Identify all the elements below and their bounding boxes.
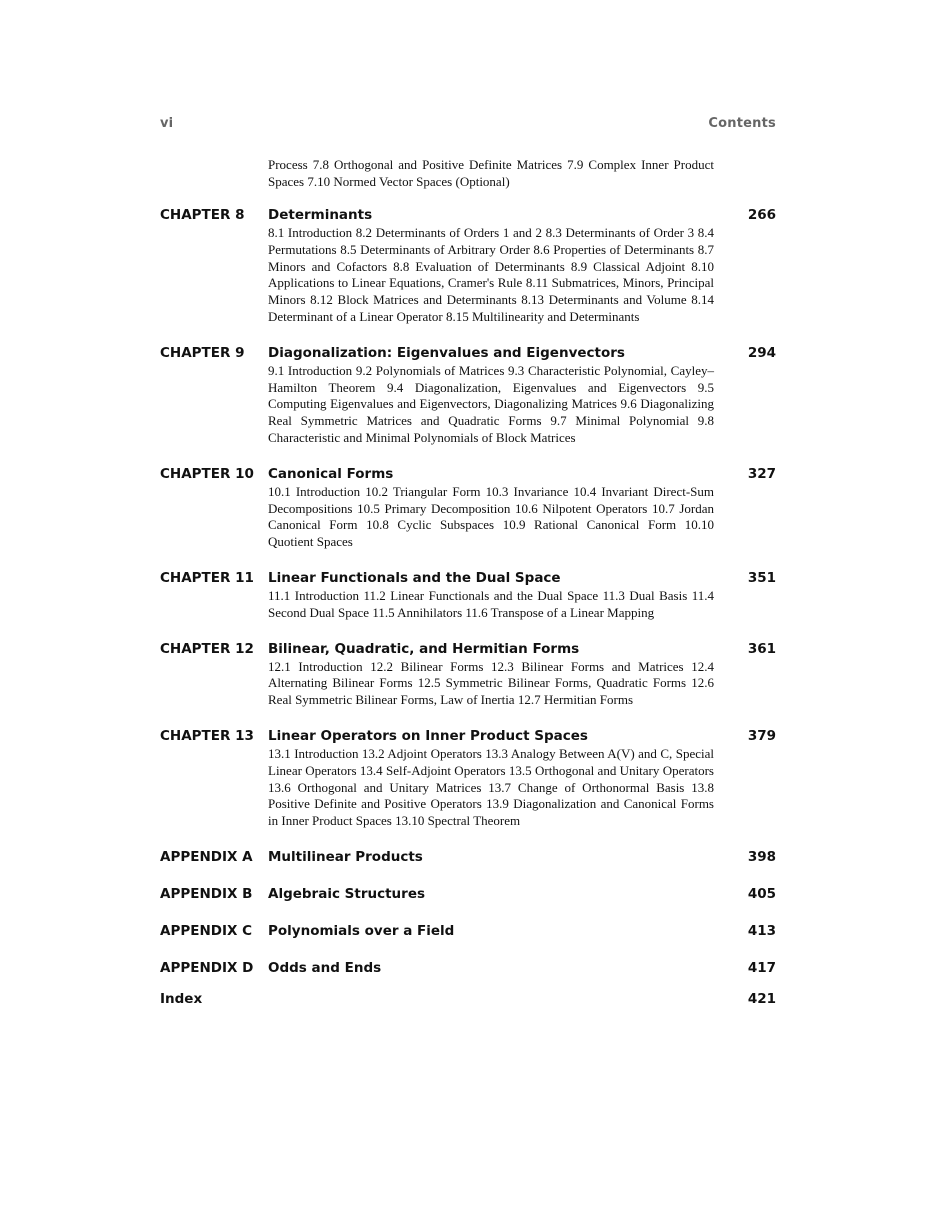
chapter-title: Bilinear, Quadratic, and Hermitian Forms bbox=[268, 640, 580, 657]
appendix-title: Algebraic Structures bbox=[268, 885, 426, 902]
page-ref: 398 bbox=[747, 848, 776, 865]
page-number: vi bbox=[160, 116, 174, 131]
page-ref: 379 bbox=[747, 727, 776, 744]
section-list: 9.1 Introduction 9.2 Polynomials of Matrices 9.3 Characteristic Polynomial, Cayley–Hamilton Theorem 9.4 Diagonalization, Eigenvalues and Eigenvectors 9.5 Computing Eigenvalues and Eigenvectors, Diagonalizing Matrices 9.6 Diagonalizing Real Symmetric Matrices and Quadratic Forms 9.7 Minimal Polynomial 9.8 Characteristic and Minimal Polynomials of Block Matrices bbox=[268, 362, 714, 445]
page-ref: 327 bbox=[747, 465, 776, 482]
appendix-title: Multilinear Products bbox=[268, 848, 423, 865]
section-list: 13.1 Introduction 13.2 Adjoint Operators 13.3 Analogy Between A(V) and C, Special Linear Operators 13.4 Self-Adjoint Operators 13.5 Orthogonal and Unitary Operators 13.6 Orthogonal and Unitary Matrices 13.7 Change of Orthonormal Basis 13.8 Positive Definite and Positive Operators 13.9 Diagonalization and Canonical Forms in Inner Product Spaces 13.10 Spectral Theorem bbox=[268, 745, 714, 829]
chapter-label: CHAPTER 13 bbox=[160, 727, 254, 744]
continued-section-list: Process 7.8 Orthogonal and Positive Definite Matrices 7.9 Complex Inner Product Spaces 7.10 Normed Vector Spaces (Optional) bbox=[268, 157, 714, 189]
toc-entry-chapter-13[interactable] bbox=[160, 726, 776, 830]
chapter-label: CHAPTER 9 bbox=[160, 344, 245, 361]
page-ref: 361 bbox=[747, 640, 776, 657]
section-list: 11.1 Introduction 11.2 Linear Functionals and the Dual Space 11.3 Dual Basis 11.4 Second Dual Space 11.5 Annihilators 11.6 Transpose of a Linear Mapping bbox=[268, 587, 714, 620]
toc-entry-chapter-8[interactable] bbox=[160, 205, 776, 326]
chapter-title: Diagonalization: Eigenvalues and Eigenvectors bbox=[268, 344, 625, 361]
page-ref: 294 bbox=[747, 344, 776, 361]
chapter-label: CHAPTER 8 bbox=[160, 207, 245, 223]
toc-entry-appendix-b[interactable] bbox=[160, 884, 776, 904]
toc-entry-chapter-11[interactable] bbox=[160, 568, 776, 622]
running-head: Contents bbox=[708, 116, 776, 131]
page-ref: 417 bbox=[747, 959, 776, 976]
page-ref: 421 bbox=[747, 990, 776, 1007]
toc-entry-appendix-d[interactable] bbox=[160, 958, 776, 978]
appendix-label: APPENDIX A bbox=[160, 848, 253, 865]
appendix-title: Odds and Ends bbox=[268, 959, 382, 976]
toc-entry-appendix-c[interactable] bbox=[160, 921, 776, 941]
chapter-label: CHAPTER 12 bbox=[160, 640, 254, 657]
page-header bbox=[160, 116, 776, 134]
chapter-label: CHAPTER 10 bbox=[160, 465, 254, 482]
appendix-label: APPENDIX B bbox=[160, 885, 253, 902]
section-list: 10.1 Introduction 10.2 Triangular Form 10.3 Invariance 10.4 Invariant Direct-Sum Decompositions 10.5 Primary Decomposition 10.6 Nilpotent Operators 10.7 Jordan Canonical Form 10.8 Cyclic Subspaces 10.9 Rational Canonical Form 10.10 Quotient Spaces bbox=[268, 483, 714, 550]
toc-entry-chapter-10[interactable] bbox=[160, 464, 776, 551]
chapter-label: CHAPTER 11 bbox=[160, 569, 254, 586]
chapter-title: Linear Operators on Inner Product Spaces bbox=[268, 727, 588, 744]
page-ref: 413 bbox=[747, 922, 776, 939]
page-ref: 405 bbox=[747, 885, 776, 902]
page-ref: 266 bbox=[747, 207, 776, 223]
chapter-title: Linear Functionals and the Dual Space bbox=[268, 569, 561, 586]
toc-entry-index[interactable] bbox=[160, 989, 776, 1009]
section-list: 12.1 Introduction 12.2 Bilinear Forms 12.3 Bilinear Forms and Matrices 12.4 Alternating Bilinear Forms 12.5 Symmetric Bilinear Forms, Quadratic Forms 12.6 Real Symmetric Bilinear Forms, Law of Inertia 12.7 Hermitian Forms bbox=[268, 658, 714, 708]
section-list: 8.1 Introduction 8.2 Determinants of Orders 1 and 2 8.3 Determinants of Order 3 8.4 Permutations 8.5 Determinants of Arbitrary Order 8.6 Properties of Determinants 8.7 Minors and Cofactors 8.8 Evaluation of Determinants 8.9 Classical Adjoint 8.10 Applications to Linear Equations, Cramer's Rule 8.11 Submatrices, Minors, Principal Minors 8.12 Block Matrices and Determinants 8.13 Determinants and Volume 8.14 Determinant of a Linear Operator 8.15 Multilinearity and Determinants bbox=[268, 225, 714, 324]
appendix-label: APPENDIX C bbox=[160, 922, 253, 939]
toc-entries bbox=[160, 205, 776, 1026]
appendix-title: Polynomials over a Field bbox=[268, 922, 455, 939]
appendix-label: APPENDIX D bbox=[160, 959, 254, 976]
page-ref: 351 bbox=[747, 569, 776, 586]
index-label: Index bbox=[160, 990, 203, 1007]
chapter-title: Canonical Forms bbox=[268, 465, 394, 482]
toc-entry-chapter-9[interactable] bbox=[160, 343, 776, 447]
toc-entry-chapter-12[interactable] bbox=[160, 639, 776, 709]
chapter-title: Determinants bbox=[268, 207, 373, 223]
toc-entry-appendix-a[interactable] bbox=[160, 847, 776, 867]
